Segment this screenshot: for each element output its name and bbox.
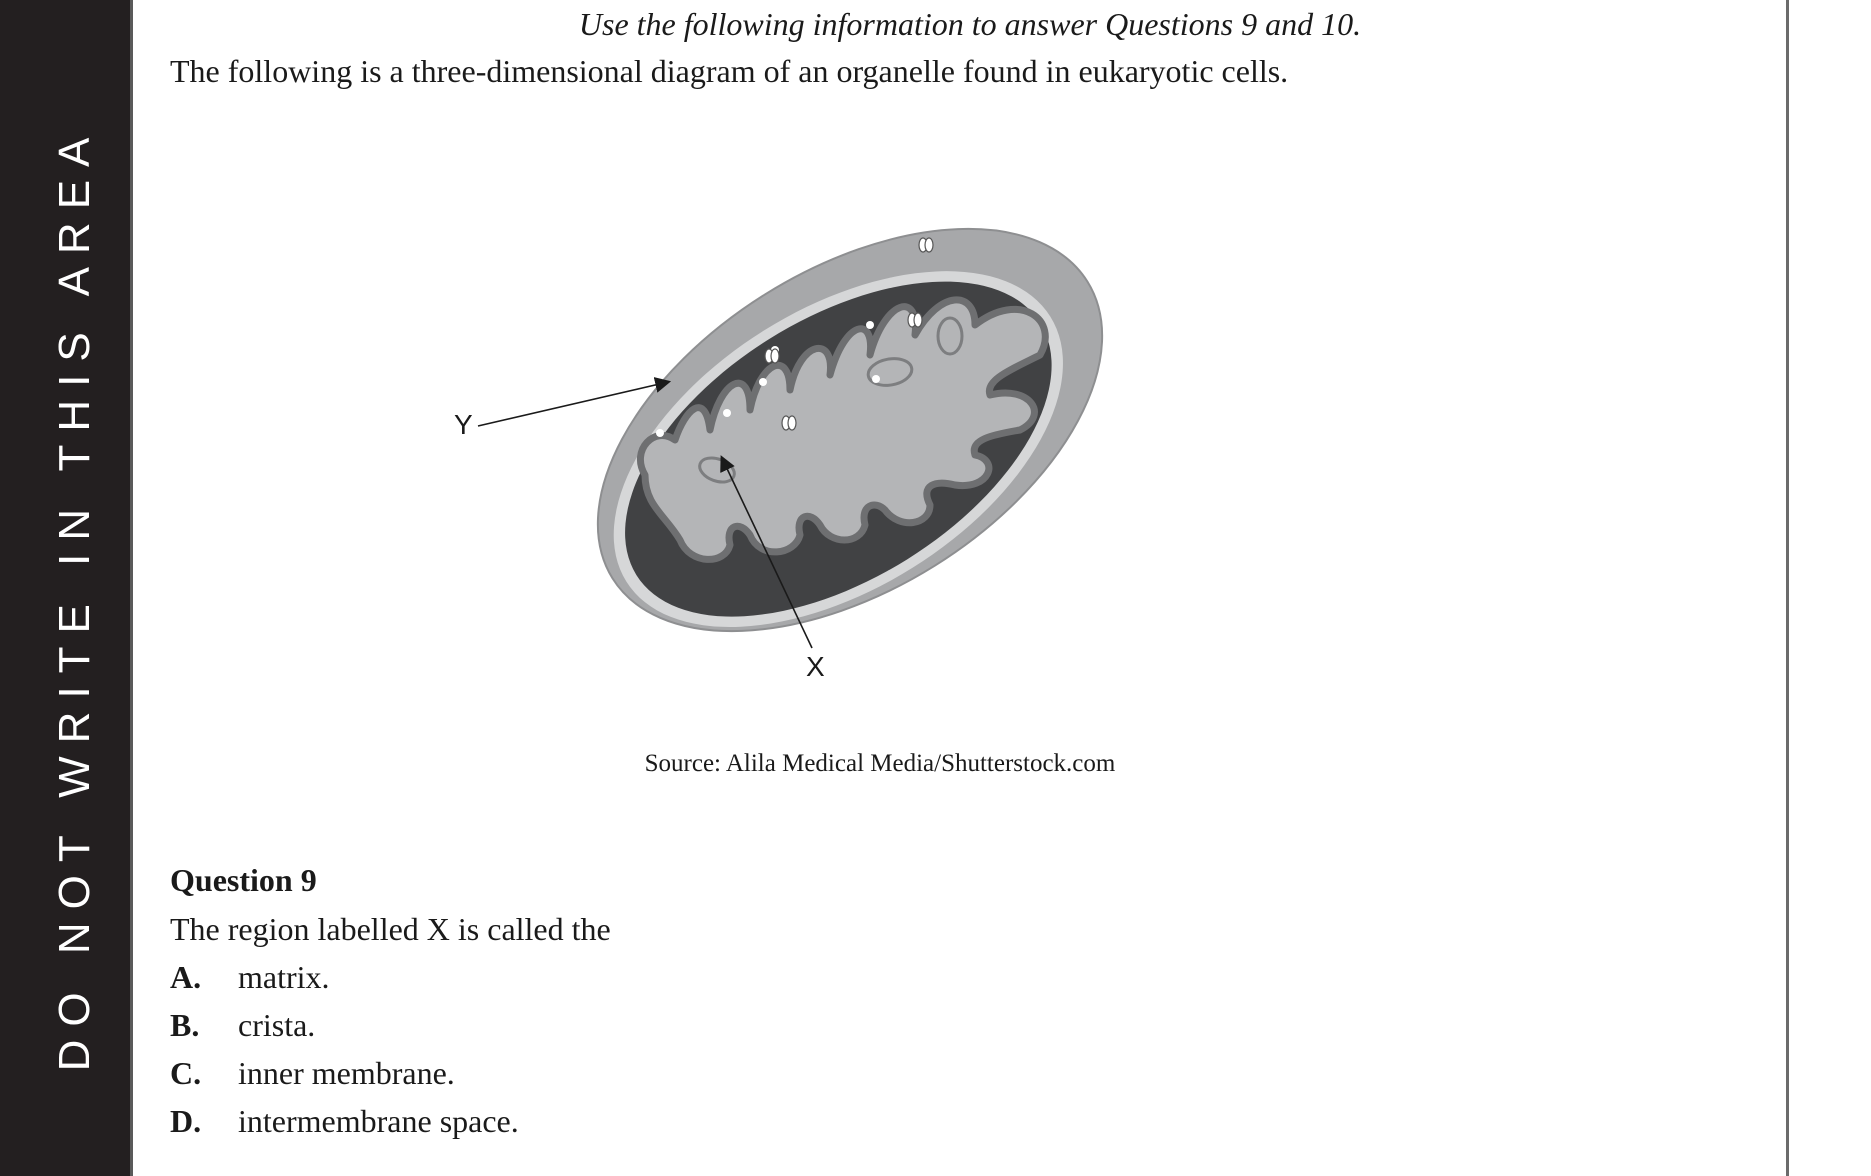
- granule-dot: [872, 375, 880, 383]
- granule-dot: [759, 378, 767, 386]
- option-text: matrix.: [238, 959, 330, 995]
- granule-dot: [656, 429, 664, 437]
- question-intro: Use the following information to answer Questions 9 and 10.: [578, 6, 1362, 42]
- label-x: X: [806, 651, 825, 682]
- granule-dot: [866, 321, 874, 329]
- option-letter: C.: [170, 1055, 202, 1091]
- margin-warning-text: DO NOT WRITE IN THIS AREA: [50, 124, 99, 1072]
- label-y: Y: [454, 409, 473, 440]
- option-text: inner membrane.: [238, 1055, 455, 1091]
- option-a[interactable]: [170, 959, 330, 996]
- question-text: The region labelled X is called the: [170, 911, 611, 947]
- margin-divider: [130, 0, 133, 1176]
- option-letter: A.: [170, 959, 202, 995]
- do-not-write-margin: [0, 0, 130, 1176]
- option-letter: B.: [170, 1007, 200, 1043]
- option-text: intermembrane space.: [238, 1103, 519, 1139]
- option-text: crista.: [238, 1007, 316, 1043]
- question-stem: The following is a three-dimensional diagram of an organelle found in eukaryotic cells.: [170, 53, 1289, 89]
- option-d[interactable]: [170, 1103, 519, 1140]
- granule-dot: [981, 214, 989, 222]
- question-title: Question 9: [170, 862, 317, 898]
- right-page-rule: [1786, 0, 1789, 1176]
- image-source-credit: Source: Alila Medical Media/Shutterstock.com: [644, 750, 1116, 777]
- option-c[interactable]: [170, 1055, 455, 1092]
- option-letter: D.: [170, 1103, 202, 1139]
- granule-dot: [723, 409, 731, 417]
- option-b[interactable]: [170, 1007, 315, 1044]
- mitochondrion-diagram: [430, 140, 1190, 700]
